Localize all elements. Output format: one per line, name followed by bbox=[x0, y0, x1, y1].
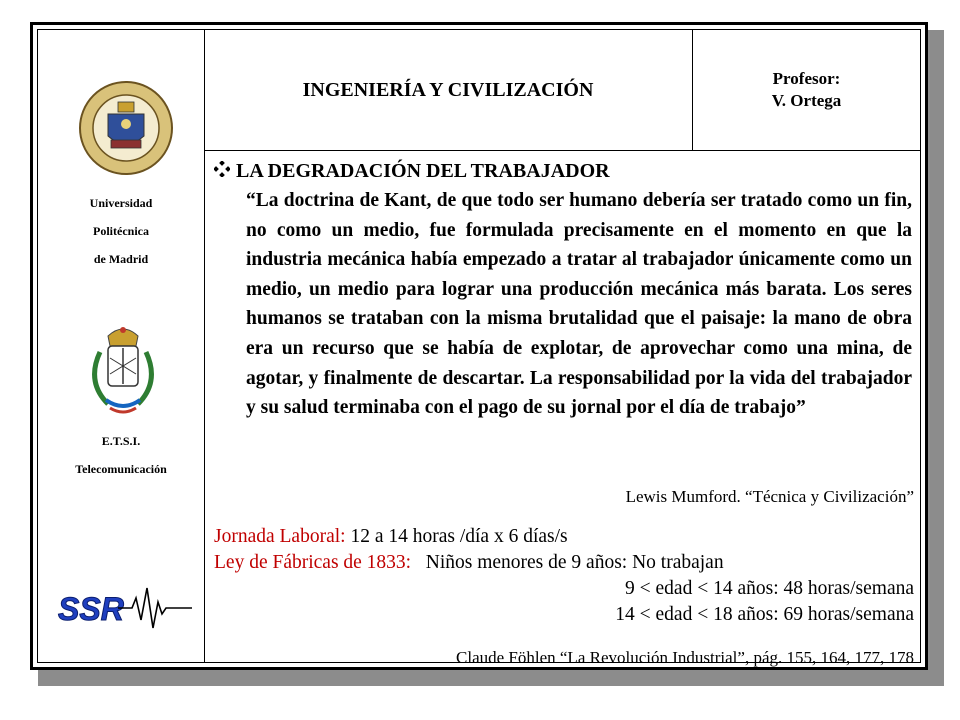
ssr-logo-text: SSR bbox=[58, 591, 124, 627]
school-name-line-1: E.T.S.I. bbox=[101, 434, 141, 448]
jornada-value: 12 a 14 horas /día x 6 días/s bbox=[345, 526, 568, 547]
ley-line-3: 14 < edad < 18 años: 69 horas/semana bbox=[615, 604, 914, 625]
slide-inner bbox=[37, 29, 921, 667]
section-heading bbox=[214, 160, 610, 183]
university-name-line-2: Politécnica bbox=[93, 224, 149, 238]
source-citation: Claude Föhlen “La Revolución Industrial”, pág. 155, 164, 177, 178 bbox=[456, 648, 914, 667]
university-seal-icon bbox=[78, 80, 174, 176]
jornada-line bbox=[214, 524, 914, 550]
professor-name: V. Ortega bbox=[771, 91, 842, 110]
quote-attribution: Lewis Mumford. “Técnica y Civilización” bbox=[625, 487, 914, 506]
ley-label: Ley de Fábricas de 1833: bbox=[214, 552, 412, 573]
university-name-line-3: de Madrid bbox=[93, 252, 149, 266]
ssr-logo-icon bbox=[52, 578, 202, 638]
left-column bbox=[38, 30, 205, 662]
school-name-line-2: Telecomunicación bbox=[75, 462, 167, 476]
slide-frame bbox=[30, 22, 928, 670]
diamond-bullet-icon bbox=[214, 160, 236, 183]
school-emblem-icon bbox=[78, 322, 168, 422]
ley-line-2: 9 < edad < 14 años: 48 horas/semana bbox=[625, 578, 914, 599]
section-heading-text: LA DEGRADACIÓN DEL TRABAJADOR bbox=[236, 160, 610, 182]
professor-label: Profesor: bbox=[772, 69, 841, 88]
header bbox=[204, 30, 920, 151]
jornada-label: Jornada Laboral: bbox=[214, 526, 346, 547]
facts-block bbox=[214, 524, 914, 628]
ley-line bbox=[214, 550, 914, 576]
professor-box bbox=[692, 30, 920, 150]
kant-quote: “La doctrina de Kant, de que todo ser humano debería ser tratado como un fin, no como un medio, fue formulada precisamente en el momento en que la industria mecánica había empezado a tratar al trabajador únicamente como un medio, un medio para lograr una producción mecánica más barata. Los seres humanos se trataban con la misma brutalidad que el paisaje: la mano de obra era un recurso que se había de explotar, de aprovechar como una mina, de agotar, y finalmente de descartar. La responsabilidad por la vida del trabajador y su salud terminaba con el pago de su jornal por el día de trabajo” bbox=[246, 190, 912, 419]
page-title: INGENIERÍA Y CIVILIZACIÓN bbox=[302, 78, 594, 101]
university-name-line-1: Universidad bbox=[89, 196, 153, 210]
ley-value: Niños menores de 9 años: No trabajan bbox=[425, 552, 724, 573]
